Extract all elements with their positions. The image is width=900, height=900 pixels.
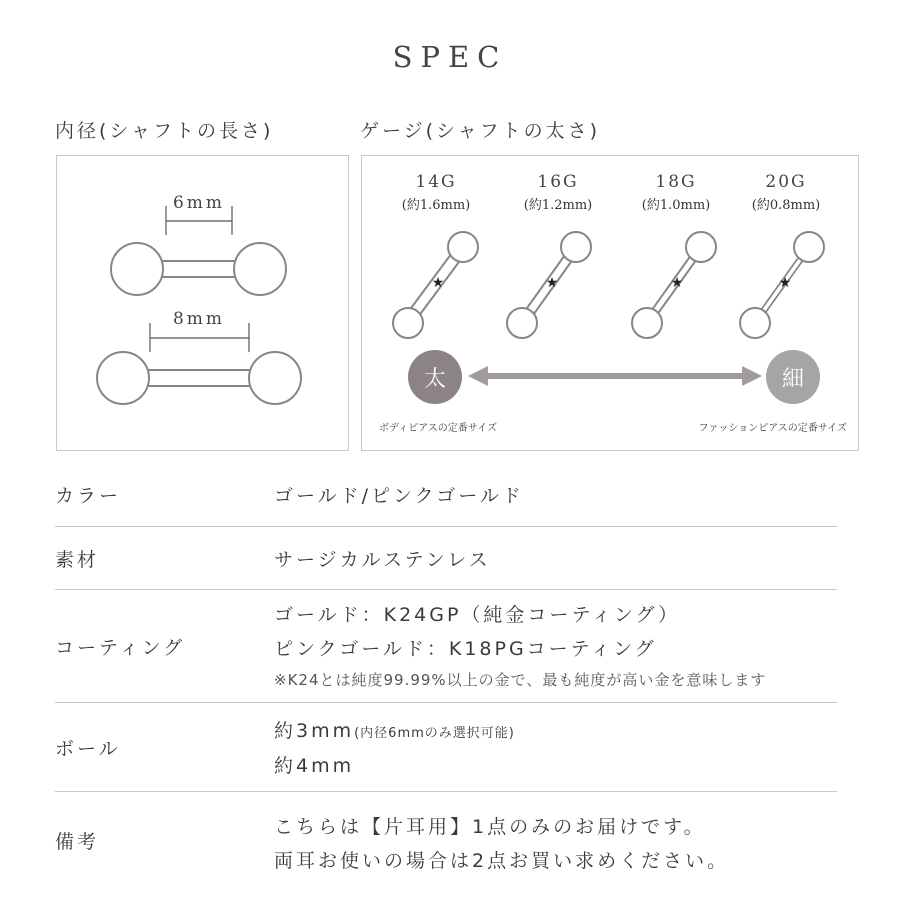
thick-badge: 太 [408,350,462,404]
gauge-16g-label: 16G [537,172,579,192]
gauge-heading: ゲージ(シャフトの太さ) [360,120,601,142]
ball-line-1 [274,716,515,743]
ball-line-2: 約4mm [274,755,355,777]
size-8mm-label: 8mm [172,309,226,329]
star-icon: ★ [545,275,559,291]
inner-diameter-panel [56,155,349,451]
ball-size-note: (内径6mmのみ選択可能) [354,726,515,741]
double-arrow-icon [468,366,762,386]
material-value: サージカルステンレス [274,549,491,571]
coating-note: ※K24とは純度99.99%以上の金で、最も純度が高い金を意味します [274,671,767,689]
barbell-18g-icon [632,232,716,338]
remarks-line-2: 両耳お使いの場合は2点お買い求めください。 [274,850,730,872]
page-title: SPEC [392,40,508,74]
color-label: カラー [55,485,122,507]
thick-caption: ボディピアスの定番サイズ [379,423,497,434]
gauge-16g-mm: (約1.2mm) [523,198,593,213]
ball-size-3mm: 約3mm [274,720,355,742]
gauge-18g-label: 18G [655,172,697,192]
barbell-16g-icon [507,232,591,338]
star-icon: ★ [431,275,445,291]
ball-label: ボール [55,738,121,760]
barbell-6mm-icon [111,243,286,295]
star-icon: ★ [670,275,684,291]
remarks-line-1: こちらは【片耳用】1点のみのお届けです。 [274,816,706,838]
size-6mm-label: 6mm [172,193,226,213]
inner-diameter-heading: 内径(シャフトの長さ) [55,120,274,142]
coating-label: コーティング [55,637,186,659]
divider [55,702,837,703]
barbell-20g-icon [740,232,824,338]
thin-caption: ファッションピアスの定番サイズ [698,423,847,434]
barbell-8mm-icon [97,352,301,404]
divider [55,526,837,527]
coating-line-2: ピンクゴールド：K18PGコーティング [274,638,657,660]
barbell-14g-icon [393,232,478,338]
gauge-20g-mm: (約0.8mm) [751,198,821,213]
gauge-18g-mm: (約1.0mm) [641,198,711,213]
gauge-14g-label: 14G [415,172,457,192]
remarks-label: 備考 [55,831,100,853]
gauge-20g-label: 20G [765,172,807,192]
star-icon: ★ [778,275,792,291]
gauge-14g-mm: (約1.6mm) [401,198,471,213]
coating-line-1: ゴールド：K24GP（純金コーティング） [274,604,681,626]
color-value: ゴールド/ピンクゴールド [274,485,524,507]
divider [55,791,837,792]
gauge-panel [361,155,859,451]
thin-badge: 細 [766,350,820,404]
divider [55,589,837,590]
material-label: 素材 [55,549,100,571]
gauge-diagram [362,156,860,452]
